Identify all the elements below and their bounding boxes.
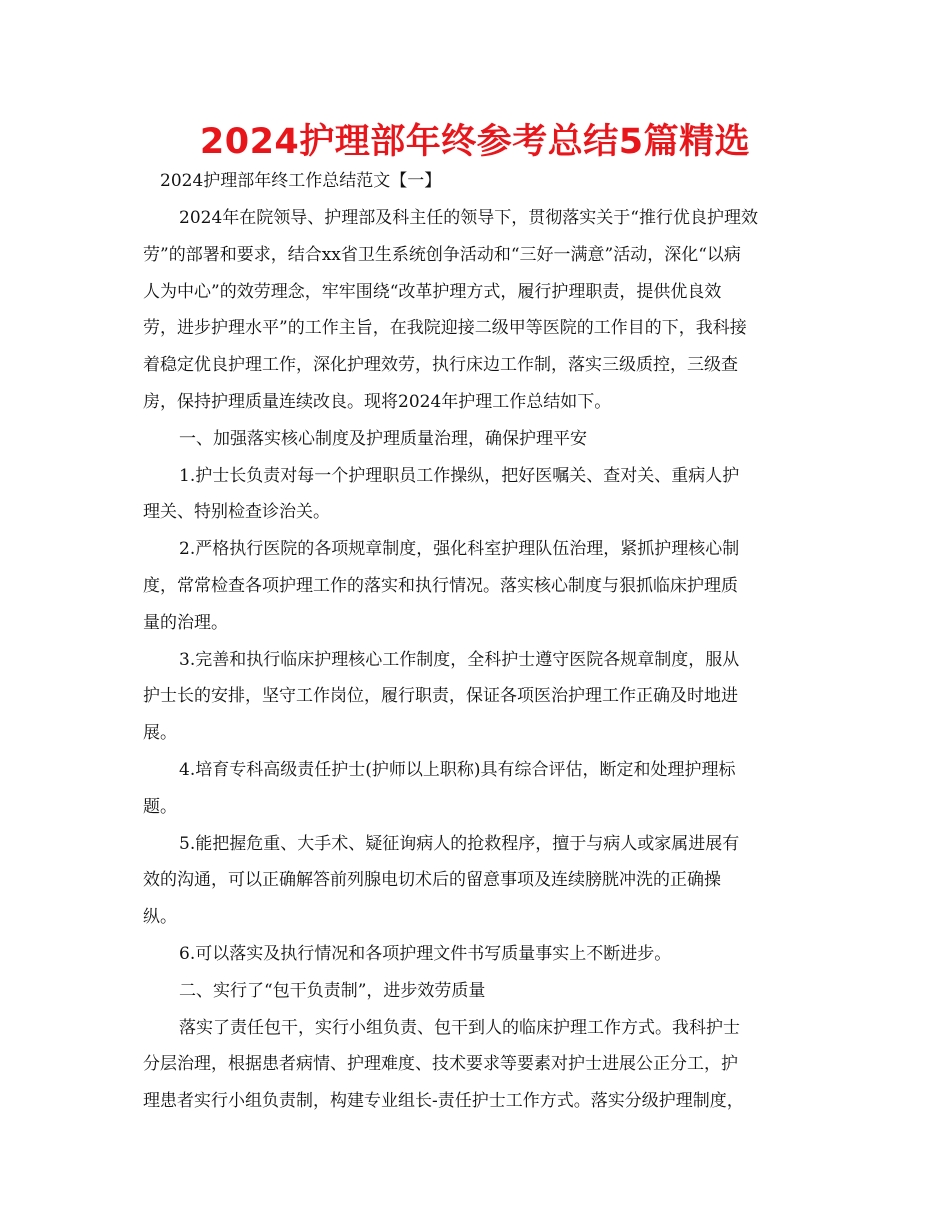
document-body [143, 200, 803, 1120]
text-line: 一、加强落实核心制度及护理质量治理，确保护理平安 [179, 428, 587, 449]
text-line: 3.完善和执行临床护理核心工作制度，全科护士遵守医院各规章制度，服从 [179, 649, 740, 670]
paragraph-item-5 [143, 826, 803, 936]
text-line: 分层治理，根据患者病情、护理难度、技术要求等要素对护士进展公正分工，护 [143, 1054, 738, 1075]
paragraph-item-6 [143, 936, 803, 973]
paragraph-item-4 [143, 752, 803, 826]
text-line: 纵。 [143, 907, 177, 928]
text-line: 量的治理。 [143, 612, 228, 633]
text-line: 效的沟通，可以正确解答前列腺电切术后的留意事项及连续膀胱冲洗的正确操 [143, 870, 721, 891]
text-line: 二、实行了“包干负责制”，进步效劳质量 [179, 980, 486, 1001]
section-heading-1 [143, 421, 803, 458]
text-line: 4.培育专科高级责任护士(护师以上职称)具有综合评估，断定和处理护理标 [179, 759, 736, 780]
text-line: 落实了责任包干，实行小组负责、包干到人的临床护理工作方式。我科护士 [179, 1017, 740, 1038]
text-line: 5.能把握危重、大手术、疑征询病人的抢救程序，擅于与病人或家属进展有 [179, 833, 740, 854]
text-line: 展。 [143, 723, 177, 744]
text-line: 人为中心”的效劳理念，牢牢围绕“改革护理方式，履行护理职责，提供优良效 [143, 281, 722, 302]
text-line: 理患者实行小组负责制，构建专业组长-责任护士工作方式。落实分级护理制度， [143, 1091, 744, 1112]
text-line: 题。 [143, 796, 177, 817]
text-line: 理关、特别检查诊治关。 [143, 502, 330, 523]
text-line: 度，常常检查各项护理工作的落实和执行情况。落实核心制度与狠抓临床护理质 [143, 575, 738, 596]
section-heading-2 [143, 973, 803, 1010]
text-line: 着稳定优良护理工作，深化护理效劳，执行床边工作制，落实三级质控，三级查 [143, 355, 738, 376]
text-line: 1.护士长负责对每一个护理职员工作操纵，把好医嘱关、查对关、重病人护 [179, 465, 740, 486]
paragraph-item-2 [143, 531, 803, 641]
paragraph-intro [143, 200, 803, 421]
text-line: 2024年在院领导、护理部及科主任的领导下，贯彻落实关于“推行优良护理效 [179, 208, 758, 228]
document-subtitle: 2024护理部年终工作总结范文【一】 [160, 171, 442, 191]
text-line: 劳”的部署和要求，结合xx省卫生系统创争活动和“三好一满意”活动，深化“以病 [143, 244, 741, 265]
paragraph-item-1 [143, 458, 803, 532]
text-line: 6.可以落实及执行情况和各项护理文件书写质量事实上不断进步。 [179, 943, 672, 964]
text-line: 2.严格执行医院的各项规章制度，强化科室护理队伍治理，紧抓护理核心制 [179, 539, 740, 560]
text-line: 房，保持护理质量连续改良。现将2024年护理工作总结如下。 [143, 391, 612, 412]
paragraph-section-2 [143, 1010, 803, 1120]
text-line: 劳，进步护理水平”的工作主旨，在我院迎接二级甲等医院的工作目的下，我科接 [143, 318, 747, 339]
text-line: 护士长的安排，坚守工作岗位，履行职责，保证各项医治护理工作正确及时地进 [143, 686, 738, 707]
document-title: 2024护理部年终参考总结5篇精选 [199, 122, 751, 162]
paragraph-item-3 [143, 642, 803, 752]
